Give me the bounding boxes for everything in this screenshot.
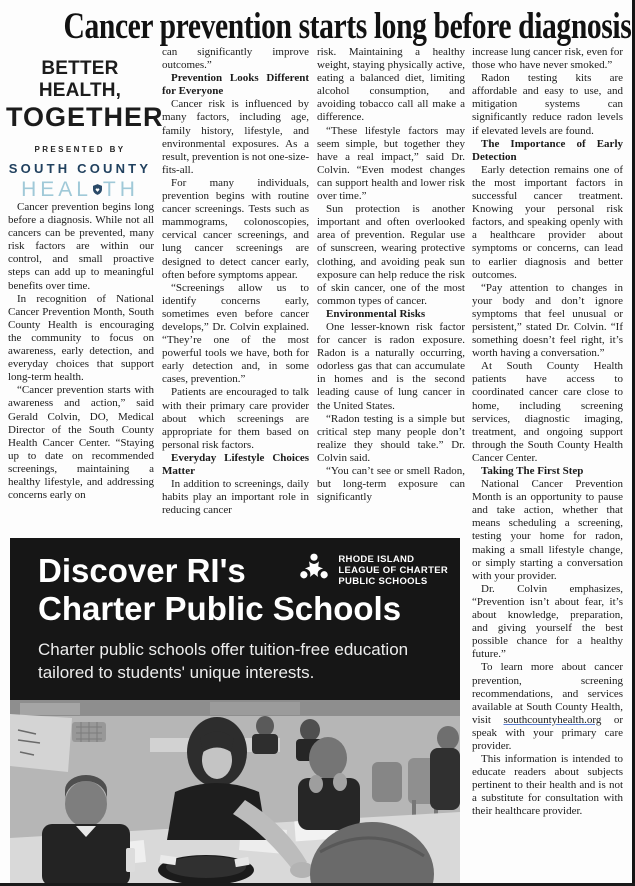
classroom-photo xyxy=(10,700,460,886)
masthead-title-line1: BETTER HEALTH, xyxy=(38,58,122,101)
league-text-line1: RHODE ISLAND xyxy=(338,554,415,565)
article-column-1 xyxy=(8,201,154,531)
article-paragraph: “Cancer prevention starts with awareness and action,” said Gerald Colvin, DO, Medical Director of the South County Health Cancer Center. “Staying up to date on recommended screenings, maintaining a healthy lifestyle, and addressing concerns early on xyxy=(8,384,154,502)
ad-subtitle: Charter public schools offer tuition-free education tailored to students' unique interests. xyxy=(38,640,409,682)
article-paragraph: In recognition of National Cancer Prevention Month, South County Health is encouraging the community to focus on awareness, early detection, and everyday choices that support long-term health. xyxy=(8,292,154,384)
masthead-title-line2: TOGETHER xyxy=(6,102,164,132)
article-paragraph: National Cancer Prevention Month is an opportunity to pause and take action, whether that means scheduling a screening, testing your home for radon, making a small lifestyle change, or simply starting a conversation with your provider. xyxy=(472,478,623,582)
article-subhead: Everyday Lifestyle Choices Matter xyxy=(162,451,309,477)
article-column-2 xyxy=(162,46,309,533)
article-paragraph: “These lifestyle factors may seem simple, but together they have a real impact,” said Dr. Colvin. “Even modest changes can support health and lower risk over time.” xyxy=(317,124,465,203)
article-paragraph: Dr. Colvin emphasizes, “Prevention isn’t about fear, it’s about knowledge, preparation, and giving yourself the best possible chance for a healthy future.” xyxy=(472,582,623,661)
health-shield-icon xyxy=(93,177,102,201)
article-paragraph: “Screenings allow us to identify concerns early, sometimes even before cancer develops,” Dr. Colvin explained. “They’re one of the most powerful tools we have, both for early detection and, in some cases, prevention.” xyxy=(162,281,309,386)
article-paragraph: “You can’t see or smell Radon, but long-term exposure can significantly xyxy=(317,465,465,504)
article-paragraph: “Pay attention to changes in your body and don’t ignore symptoms that feel unusual or persistent,” stated Dr. Colvin. “If something doesn’t feel right, it’s worth having a conversation.” xyxy=(472,281,623,360)
league-text-line2: LEAGUE OF CHARTER xyxy=(338,565,448,576)
league-text-line3: PUBLIC SCHOOLS xyxy=(338,576,428,587)
health-wordmark-post: TH xyxy=(102,178,139,201)
article-paragraph: Sun protection is another important and often overlooked area of prevention. Regular use of sunscreen, wearing protective clothing, and avoiding peak sun exposure can help reduce the risk of skin cancer, one of the most common types of cancer. xyxy=(317,203,465,307)
article-paragraph: Early detection remains one of the most important factors in successful cancer treatment. Knowing your personal risk factors, and speaking openly with a healthcare provider about symptoms or concerns, can lead to earlier diagnosis and better outcomes. xyxy=(472,163,623,281)
article-paragraph: This information is intended to educate readers about subjects pertinent to their health and is not a substitute for consultation with their healthcare provider. xyxy=(472,753,623,818)
article-paragraph: can significantly improve outcomes.” xyxy=(162,46,309,72)
league-logo-text xyxy=(338,554,448,587)
article-paragraph: Cancer prevention begins long before a diagnosis. While not all cancers can be prevented, many risk factors are within our control, and small proactive steps can add up to meaningful benefits over time. xyxy=(8,201,154,292)
south-county-wordmark: SOUTH COUNTY xyxy=(8,161,152,176)
league-emblem-icon xyxy=(296,550,332,591)
article-paragraph: increase lung cancer risk, even for those who have never smoked.” xyxy=(472,46,623,72)
article-paragraph: At South County Health patients have access to coordinated cancer care close to home, including screening services, diagnostic imaging, treatment, and ongoing support through the South County Health Cancer Center. xyxy=(472,360,623,464)
ad-title-line1: Discover RI's xyxy=(38,552,246,589)
article-headline: Cancer prevention starts long before diagnosis xyxy=(63,6,632,47)
article-subhead: Environmental Risks xyxy=(326,307,426,320)
article-paragraph xyxy=(472,661,623,753)
better-health-together-masthead xyxy=(6,58,164,203)
health-wordmark xyxy=(6,177,154,203)
paragraph-text: or speak with your primary care provider. xyxy=(472,713,623,752)
article-subhead: The Importance of Early Detection xyxy=(472,137,623,163)
article-subhead: Taking The First Step xyxy=(481,465,584,477)
article-paragraph: For many individuals, prevention begins with routine cancer screenings. Tests such as mammograms, colonoscopies, cervical cancer screenings, and lung cancer screenings are designed to detect cancer early, often before symptoms appear. xyxy=(162,176,309,281)
charter-schools-advertisement xyxy=(10,538,460,886)
paragraph-text: To learn more about cancer prevention, screening recommendations, and services available at South County Health, visit xyxy=(472,661,623,726)
ri-league-logo xyxy=(296,550,448,591)
article-paragraph: One lesser-known risk factor for cancer is radon exposure. Radon is a naturally occurring, odorless gas that can accumulate in homes and is the second leading cause of lung cancer in the United States. xyxy=(317,320,465,412)
article-paragraph: Radon testing kits are affordable and easy to use, and mitigation systems can significantly reduce radon levels if elevated levels are found. xyxy=(472,72,623,137)
article-column-4 xyxy=(472,46,623,882)
article-paragraph: “Radon testing is a simple but critical step many people don’t realize they should take.” Dr. Colvin said. xyxy=(317,412,465,464)
article-column-3 xyxy=(317,46,465,533)
health-wordmark-pre: HEAL xyxy=(21,178,92,201)
article-paragraph: risk. Maintaining a healthy weight, staying physically active, eating a balanced diet, limiting alcohol consumption, and avoiding tobacco call all make a difference. xyxy=(317,46,465,124)
article-subhead: Prevention Looks Different for Everyone xyxy=(162,72,309,98)
ad-title-line2: Charter Public Schools xyxy=(38,590,402,627)
southcountyhealth-website-link[interactable]: southcountyhealth.org xyxy=(503,713,602,726)
article-paragraph: Patients are encouraged to talk with their primary care provider about which screenings are appropriate for them based on personal risk factors. xyxy=(162,386,309,451)
masthead-presented-by: PRESENTED BY xyxy=(34,145,126,154)
article-paragraph: Cancer risk is influenced by many factors, including age, family history, lifestyle, and environmental exposures. As a result, prevention is not one-size-fits-all. xyxy=(162,98,309,176)
article-paragraph: In addition to screenings, daily habits play an important role in reducing cancer xyxy=(162,478,309,517)
